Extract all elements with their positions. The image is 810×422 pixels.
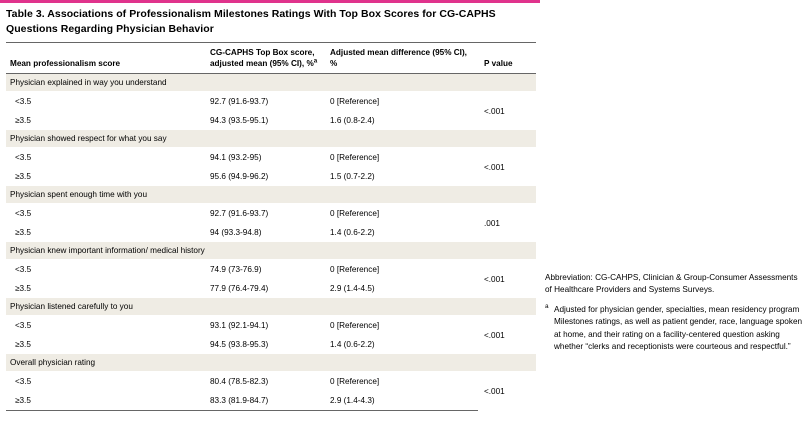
row-difference: 0 [Reference] [330,321,380,330]
data-table [6,42,536,411]
row-topbox: 93.1 (92.1-94.1) [210,321,269,330]
group-label: Physician listened carefully to you [6,298,536,316]
row-topbox: 92.7 (91.6-93.7) [210,97,269,106]
table-row [6,279,536,298]
row-level: <3.5 [15,265,32,274]
table-row [6,391,536,411]
group-label: Overall physician rating [6,354,536,372]
column-header-topbox-label: CG-CAPHS Top Box score, adjusted mean (95% CI), % [210,48,315,68]
column-header-score: Mean professionalism score [6,43,206,74]
table-group-row [6,298,536,316]
row-difference: 0 [Reference] [330,265,380,274]
row-topbox: 95.6 (94.9-96.2) [210,172,269,181]
row-pvalue: <.001 [484,330,505,340]
row-topbox: 92.7 (91.6-93.7) [210,209,269,218]
table-group-row [6,186,536,204]
table-group-row [6,74,536,92]
row-topbox: 94.3 (93.5-95.1) [210,116,269,125]
row-topbox: 80.4 (78.5-82.3) [210,377,269,386]
table-row [6,316,536,336]
row-difference: 2.9 (1.4-4.3) [326,391,478,411]
row-topbox: 94 (93.3-94.8) [210,228,262,237]
group-label: Physician showed respect for what you say [6,130,536,148]
table-row [6,204,536,224]
table-row [6,92,536,112]
row-level: ≥3.5 [15,172,31,181]
row-pvalue: <.001 [484,162,505,172]
footnote-a [545,304,803,354]
data-table-wrapper [6,42,536,411]
table-group-row [6,242,536,260]
row-level: <3.5 [15,97,32,106]
row-difference: 1.4 (0.6-2.2) [330,340,375,349]
footnote-marker: a [545,302,549,310]
row-topbox: 83.3 (81.9-84.7) [206,391,326,411]
row-level: ≥3.5 [6,391,206,411]
row-difference: 0 [Reference] [330,153,380,162]
row-level: <3.5 [15,321,32,330]
row-difference: 1.4 (0.6-2.2) [330,228,375,237]
row-pvalue: .001 [484,218,500,228]
group-label: Physician explained in way you understand [6,74,536,92]
table-notes [545,272,803,353]
table-row [6,167,536,186]
column-header-topbox [206,43,326,74]
table-row [6,372,536,392]
row-level: <3.5 [15,209,32,218]
row-difference: 0 [Reference] [330,97,380,106]
table-group-row [6,354,536,372]
row-level: ≥3.5 [15,340,31,349]
table-group-row [6,130,536,148]
row-level: ≥3.5 [15,228,31,237]
table-row [6,148,536,168]
footnote-text: Adjusted for physician gender, specialties, mean residency program Milestones ratings, as well as patient gender, race, language spoken at home, and their rating on a facility-centered question asking whether “clerks and receptionists were courteous and respectful.” [554,304,803,352]
table-row [6,111,536,130]
row-topbox: 77.9 (76.4-79.4) [210,284,269,293]
group-label: Physician spent enough time with you [6,186,536,204]
table-body [6,74,536,411]
row-topbox: 94.5 (93.8-95.3) [210,340,269,349]
column-header-pvalue: P value [478,43,536,74]
table-row [6,260,536,280]
row-level: ≥3.5 [15,284,31,293]
table-row [6,223,536,242]
row-level: ≥3.5 [15,116,31,125]
footnote-reference: a [313,57,318,65]
row-topbox: 94.1 (93.2-95) [210,153,262,162]
accent-rule [0,0,540,3]
row-difference: 1.5 (0.7-2.2) [330,172,375,181]
row-pvalue: <.001 [484,274,505,284]
row-level: <3.5 [15,153,32,162]
row-difference: 2.9 (1.4-4.5) [330,284,375,293]
row-topbox: 74.9 (73-76.9) [210,265,262,274]
table-row [6,335,536,354]
row-difference: 0 [Reference] [330,377,380,386]
row-pvalue: <.001 [484,106,505,116]
column-header-difference: Adjusted mean difference (95% CI), % [326,43,478,74]
table-header-row [6,43,536,74]
row-pvalue: <.001 [484,386,505,396]
table-header [6,43,536,74]
row-level: <3.5 [15,377,32,386]
group-label: Physician knew important information/ medical history [6,242,536,260]
row-difference: 0 [Reference] [330,209,380,218]
row-difference: 1.6 (0.8-2.4) [330,116,375,125]
table-title: Table 3. Associations of Professionalism Milestones Ratings With Top Box Scores for CG-CAPHS Questions Regarding Physician Behavior [6,8,496,35]
abbreviation-note: Abbreviation: CG-CAHPS, Clinician & Group-Consumer Assessments of Healthcare Providers and Systems Surveys. [545,273,798,295]
